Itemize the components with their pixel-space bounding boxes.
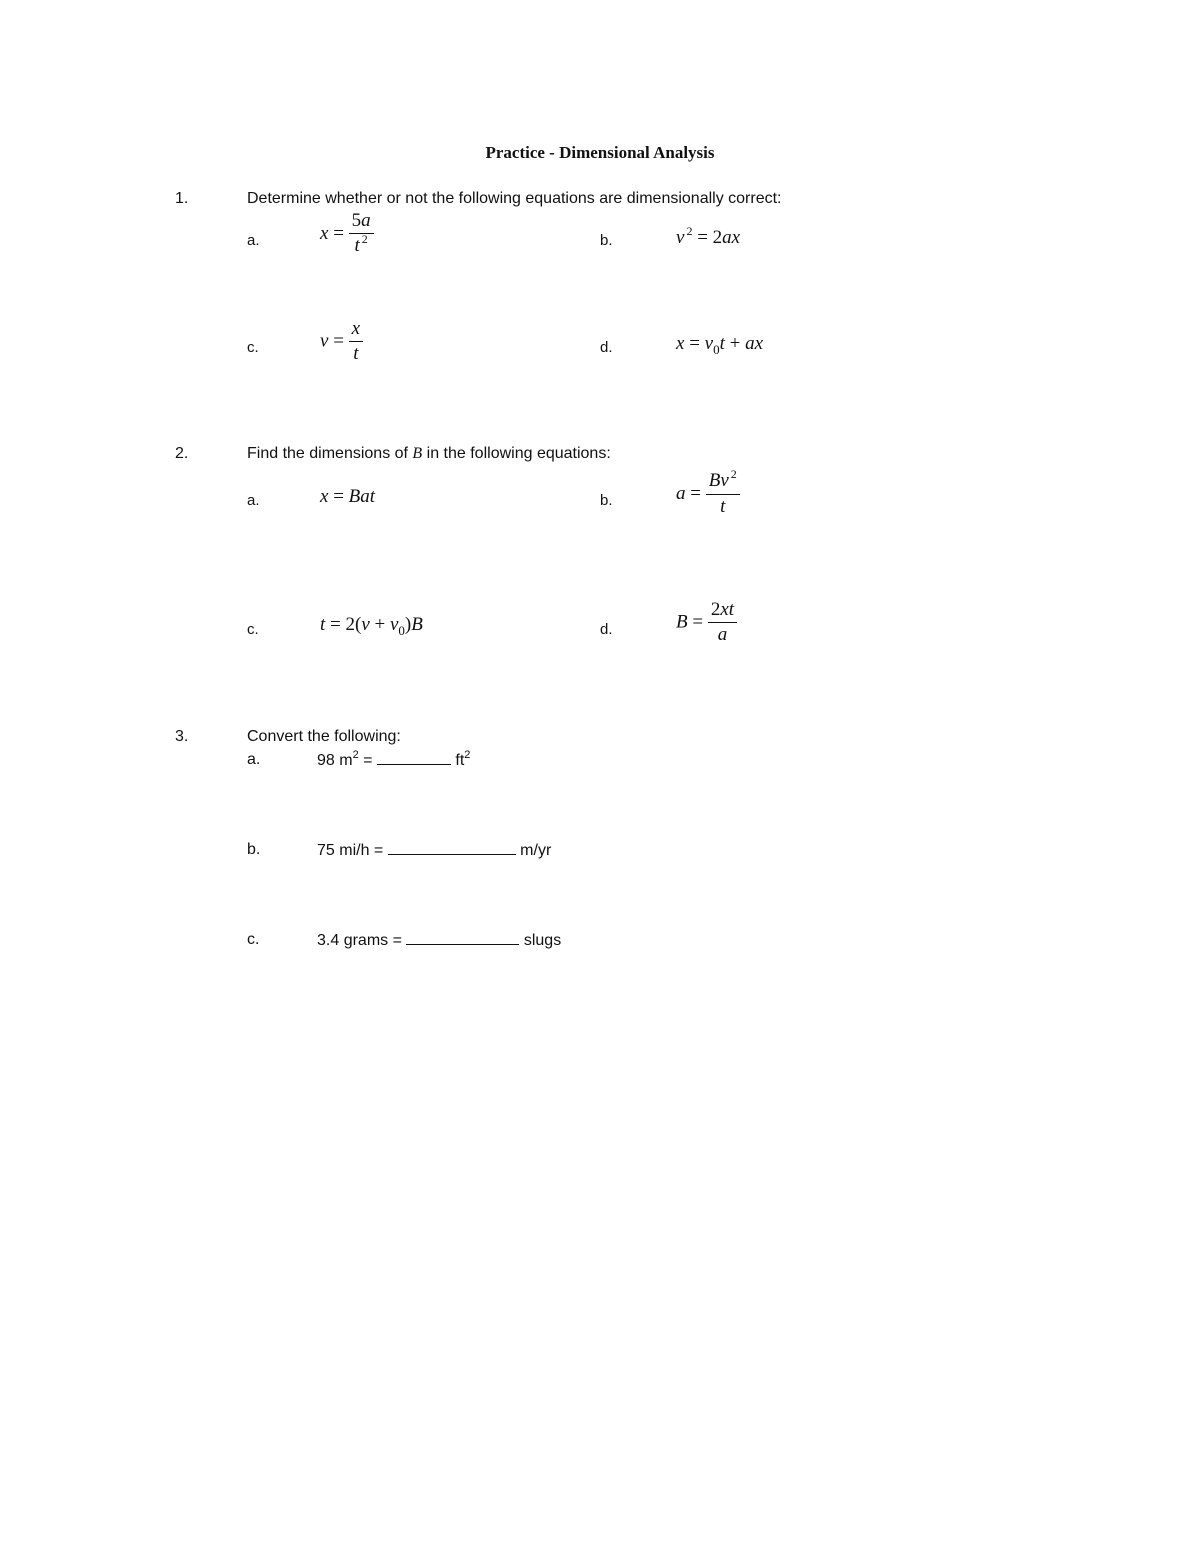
- q2d-equation: B = $\frac{2xt}{a}$: [676, 599, 737, 647]
- q3b-item: 75 mi/h = m/yr: [317, 842, 552, 859]
- q3-number: 3.: [175, 728, 189, 745]
- q1d-label: d.: [600, 339, 613, 356]
- q2c-label: c.: [247, 621, 259, 638]
- q3-text: Convert the following:: [247, 728, 401, 745]
- q3c-item: 3.4 grams = slugs: [317, 932, 562, 949]
- q3c-label: c.: [247, 931, 260, 948]
- q2c-equation: $t = 2(v + v_0)B$: [320, 614, 423, 638]
- q1a-equation: x = $\frac{5a}{t ^2}$: [320, 210, 374, 259]
- page-title: Practice - Dimensional Analysis: [485, 143, 715, 162]
- q2b-label: b.: [600, 492, 613, 509]
- answer-blank[interactable]: [388, 840, 516, 855]
- answer-blank[interactable]: [377, 750, 451, 765]
- q1b-equation: v $^2$ = 2ax: [676, 224, 741, 248]
- q1-text: Determine whether or not the following equations are dimensionally correct:: [247, 190, 782, 207]
- q2-text-variable: B: [412, 445, 423, 462]
- q2a-label: a.: [247, 492, 260, 509]
- q2b-equation: a = $\frac{Bv ^2}{t}$: [676, 470, 740, 519]
- q3b-label: b.: [247, 841, 261, 858]
- q1c-equation: v = $\frac{x}{t}$: [320, 318, 363, 366]
- q3a-label: a.: [247, 751, 261, 768]
- q2-text: Find the dimensions of B in the following equations:: [247, 445, 611, 462]
- q1c-label: c.: [247, 339, 259, 356]
- answer-blank[interactable]: [406, 930, 519, 945]
- q3a-item: 98 $m^2 = ft^2$: [317, 749, 471, 769]
- q2a-equation: x = Bat: [320, 486, 376, 507]
- q2-number: 2.: [175, 445, 189, 462]
- q1a-label: a.: [247, 232, 260, 249]
- q1d-equation: $x = v_0t$ + ax: [676, 333, 764, 357]
- q2d-label: d.: [600, 621, 613, 638]
- q1-number: 1.: [175, 190, 189, 207]
- q1b-label: b.: [600, 232, 613, 249]
